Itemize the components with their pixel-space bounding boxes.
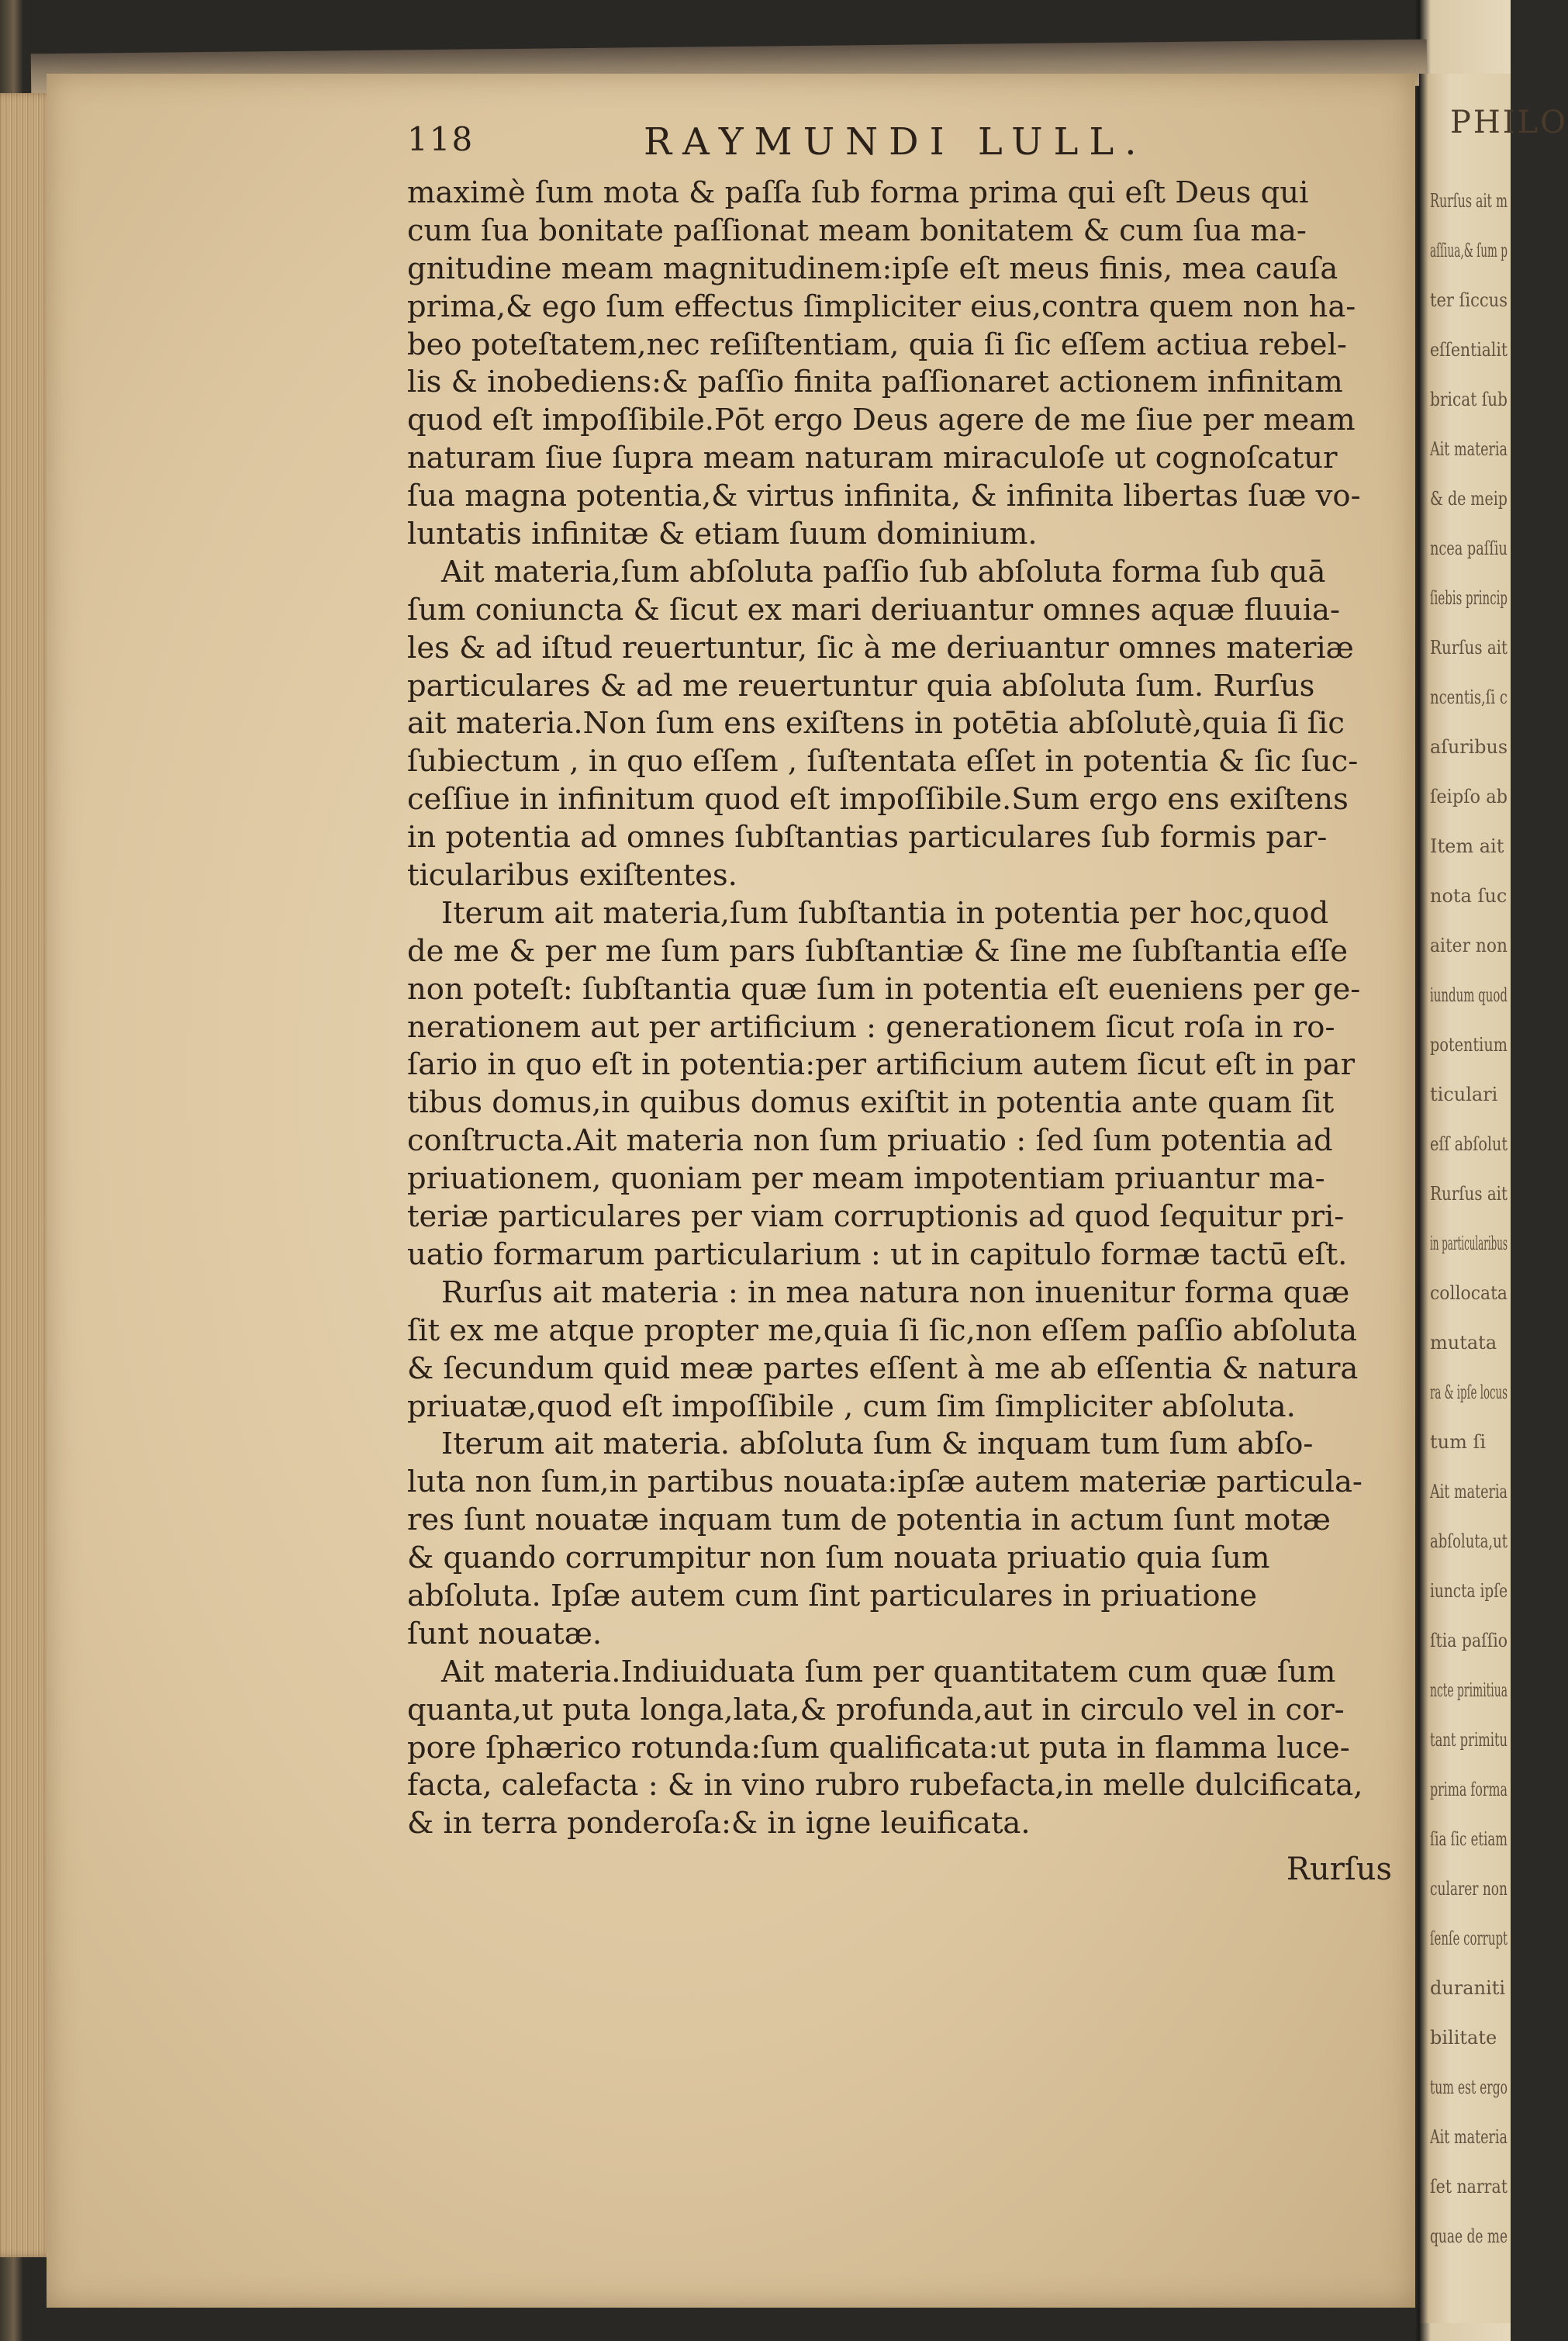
- running-title: RAYMUNDI LULL.: [644, 120, 1148, 164]
- text-line: abſoluta. Ipſæ autem cum ſint particulares in priuatione: [407, 1578, 1258, 1613]
- adjacent-running-title: PHILO: [1450, 105, 1568, 140]
- adjacent-fragment: ſeipſo ab: [1430, 786, 1508, 807]
- adjacent-fragment: ncea paſſiu: [1430, 538, 1508, 559]
- adjacent-fragment: quae de me: [1430, 2225, 1508, 2247]
- adjacent-fragment: ncte primitiua: [1430, 1679, 1508, 1701]
- page-number: 118: [407, 120, 475, 158]
- adjacent-fragment: ſtia paſſio: [1430, 1630, 1508, 1651]
- text-line: facta, calefacta : & in vino rubro rubefacta,in melle dulcificata,: [407, 1768, 1363, 1803]
- text-line: Ait materia.Indiuiduata ſum per quantitatem cum quæ ſum: [441, 1654, 1336, 1689]
- text-line: beo poteſtatem,nec reſiſtentiam, quia ſi ſic eſſem actiua rebel-: [407, 327, 1347, 362]
- adjacent-fragment: aſſiua,& ſum p: [1430, 240, 1508, 261]
- text-line: lis & inobediens:& paſſio finita paſſionaret actionem infinitam: [407, 365, 1343, 400]
- text-line: prima,& ego ſum effectus ſimpliciter eius,contra quem non ha-: [407, 289, 1356, 324]
- adjacent-fragment: ra & ipſe locus: [1430, 1381, 1508, 1403]
- text-line: luntatis infinitæ & etiam ſuum dominium.: [407, 517, 1038, 552]
- adjacent-fragment: ticulari: [1430, 1084, 1498, 1105]
- text-line: priuationem, quoniam per meam impotentiam priuantur ma-: [407, 1161, 1325, 1197]
- text-line: ſua magna potentia,& virtus infinita, & infinita libertas ſuæ vo-: [407, 479, 1361, 514]
- text-line: teriæ particulares per viam corruptionis ad quod ſequitur pri-: [407, 1199, 1345, 1235]
- adjacent-fragment: ter ſiccus: [1430, 289, 1508, 311]
- adjacent-fragment: ſet narrat: [1430, 2176, 1508, 2197]
- adjacent-fragment: tum ſi: [1430, 1431, 1487, 1453]
- running-head: [407, 120, 1400, 175]
- adjacent-fragment: eſſ abſolut: [1430, 1133, 1508, 1155]
- text-line: quod eſt impoſſibile.Pōt ergo Deus agere de me ſiue per meam: [407, 403, 1356, 438]
- text-line: ſunt nouatæ.: [407, 1616, 603, 1651]
- adjacent-fragment: prima forma: [1430, 1779, 1508, 1800]
- text-line: & ſecundum quid meæ partes eſſent à me ab eſſentia & natura: [407, 1350, 1359, 1386]
- text-line: ceſſiue in infinitum quod eſt impoſſibile.Sum ergo ens exiſtens: [407, 782, 1349, 818]
- text-line: naturam ſiue ſupra meam naturam miraculoſe ut cognoſcatur: [407, 441, 1338, 476]
- adjacent-fragment: bilitate: [1430, 2027, 1497, 2049]
- body-text: [407, 175, 1400, 1843]
- adjacent-fragment: tum est ergo: [1430, 2076, 1508, 2098]
- text-line: Iterum ait materia,ſum ſubſtantia in potentia per hoc,quod: [441, 895, 1329, 931]
- text-block: [407, 120, 1400, 1888]
- adjacent-fragment: bricat ſub: [1430, 389, 1508, 410]
- adjacent-fragment: tant primitu: [1430, 1729, 1508, 1751]
- adjacent-fragment: Ait materia: [1430, 1481, 1508, 1502]
- text-line: maximè ſum mota & paſſa ſub forma prima qui eſt Deus qui: [407, 175, 1309, 210]
- adjacent-fragment: & de meip: [1430, 488, 1508, 510]
- text-line: tibus domus,in quibus domus exiſtit in potentia ante quam ſit: [407, 1085, 1335, 1121]
- adjacent-fragment: duraniti: [1430, 1977, 1506, 1999]
- adjacent-fragment: Rurſus ait: [1430, 1183, 1508, 1205]
- adjacent-fragment: collocata: [1430, 1282, 1508, 1304]
- adjacent-fragment: abſoluta,ut: [1430, 1530, 1508, 1552]
- adjacent-fragment: ſiebis princip: [1430, 587, 1508, 609]
- text-line: cum ſua bonitate paſſionat meam bonitatem & cum ſua ma-: [407, 213, 1307, 248]
- adjacent-fragment: Ait materia: [1430, 438, 1508, 460]
- adjacent-fragment: ſenſe corrupt: [1430, 1928, 1508, 1949]
- adjacent-fragment: iundum quod: [1430, 984, 1508, 1006]
- adjacent-fragment: potentium: [1430, 1034, 1508, 1056]
- text-line: ſum coniuncta & ſicut ex mari deriuantur omnes aquæ fluuia-: [407, 592, 1340, 628]
- adjacent-fragment: Rurſus ait: [1430, 637, 1508, 659]
- adjacent-fragment: aſuribus: [1430, 736, 1508, 758]
- text-line: ſario in quo eſt in potentia:per artificium autem ſicut eſt in par: [407, 1047, 1355, 1083]
- adjacent-fragment: Ait materia: [1430, 2126, 1508, 2148]
- adjacent-fragment: in particularibus: [1430, 1233, 1508, 1254]
- adjacent-fragment: Item ait: [1430, 835, 1504, 857]
- text-line: conſtructa.Ait materia non ſum priuatio : ſed ſum potentia ad: [407, 1123, 1333, 1159]
- text-line: uatio formarum particularium : ut in capitulo formæ tactū eſt.: [407, 1236, 1348, 1272]
- adjacent-fragment: mutata: [1430, 1332, 1497, 1354]
- text-line: luta non ſum,in partibus nouata:ipſæ autem materiæ particula-: [407, 1464, 1363, 1500]
- text-line: ſit ex me atque propter me,quia ſi ſic,non eſſem paſſio abſoluta: [407, 1312, 1358, 1348]
- text-line: gnitudine meam magnitudinem:ipſe eſt meus finis, mea cauſa: [407, 251, 1338, 286]
- text-line: res ſunt nouatæ inquam tum de potentia in actum ſunt motæ: [407, 1502, 1331, 1538]
- adjacent-fragment: aiter non: [1430, 935, 1508, 956]
- text-line: in potentia ad omnes ſubſtantias particulares ſub formis par-: [407, 820, 1328, 856]
- text-line: quanta,ut puta longa,lata,& profunda,aut in circulo vel in cor-: [407, 1692, 1345, 1727]
- text-line: pore ſphærico rotunda:ſum qualificata:ut puta in flamma luce-: [407, 1730, 1350, 1765]
- text-line: & in terra ponderoſa:& in igne leuificata.: [407, 1806, 1031, 1841]
- adjacent-fragment: ſia ſic etiam: [1430, 1828, 1508, 1850]
- text-line: priuatæ,quod eſt impoſſibile , cum ſim ſimpliciter abſoluta.: [407, 1388, 1296, 1424]
- text-line: particulares & ad me reuertuntur quia abſoluta ſum. Rurſus: [407, 668, 1315, 704]
- text-line: & quando corrumpitur non ſum nouata priuatio quia ſum: [407, 1540, 1270, 1576]
- text-line: non poteſt: ſubſtantia quæ ſum in potentia eſt eueniens per ge-: [407, 971, 1361, 1007]
- text-line: nerationem aut per artificium : generationem ſicut roſa in ro-: [407, 1009, 1335, 1045]
- adjacent-fragment: nota ſuc: [1430, 885, 1508, 907]
- text-line: Ait materia,ſum abſoluta paſſio ſub abſoluta forma ſub quā: [441, 554, 1326, 590]
- adjacent-fragment: Rurſus ait m: [1430, 190, 1508, 212]
- text-line: les & ad iſtud reuertuntur, ſic à me deriuantur omnes materiæ: [407, 630, 1354, 666]
- text-line: ſubiectum , in quo eſſem , ſuſtentata eſſet in potentia & ſic ſuc-: [407, 744, 1359, 780]
- text-line: Rurſus ait materia : in mea natura non inuenitur forma quæ: [441, 1274, 1350, 1310]
- adjacent-recto-page: [1419, 74, 1568, 2323]
- adjacent-fragment: eſſentialit: [1430, 339, 1508, 361]
- text-line: ticularibus exiſtentes.: [407, 858, 737, 894]
- adjacent-fragment: ncentis,ſi c: [1430, 686, 1508, 708]
- text-line: de me & per me ſum pars ſubſtantiæ & ſine me ſubſtantia eſſe: [407, 933, 1349, 969]
- catchword: Rurſus: [1286, 1852, 1392, 1888]
- text-line: Iterum ait materia. abſoluta ſum & inquam tum ſum abſo-: [441, 1426, 1314, 1462]
- adjacent-fragment: cularer non: [1430, 1878, 1508, 1900]
- text-line: ait materia.Non ſum ens exiſtens in potētia abſolutè,quia ſi ſic: [407, 706, 1345, 742]
- adjacent-fragment: iuncta ipſe: [1430, 1580, 1508, 1602]
